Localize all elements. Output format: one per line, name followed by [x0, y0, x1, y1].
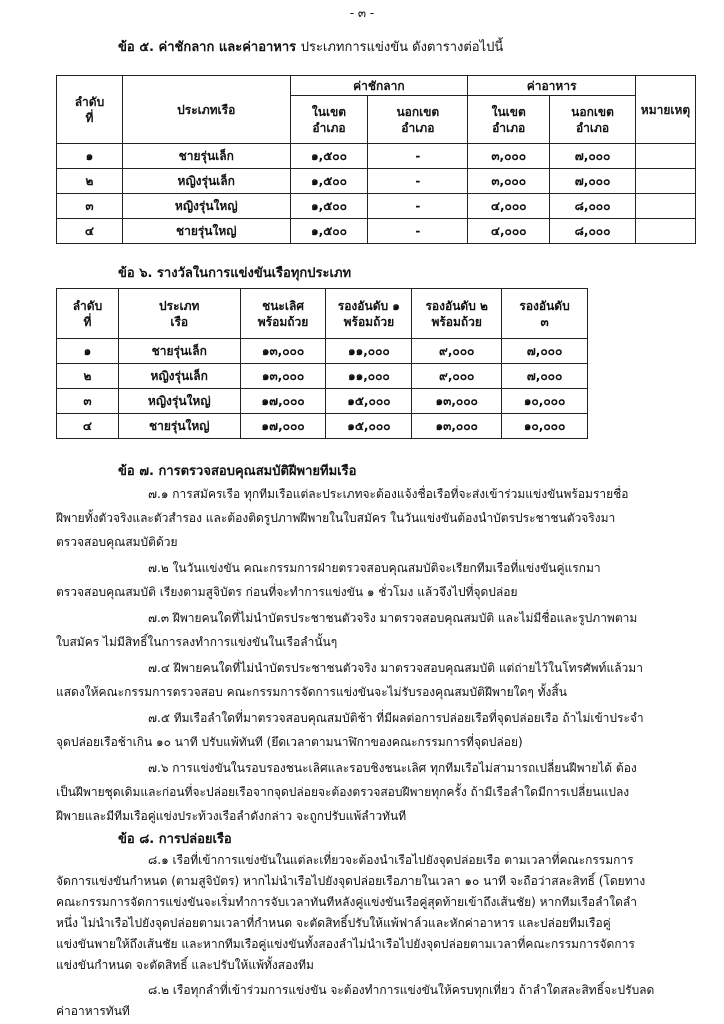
- table-header-row: [57, 76, 696, 96]
- paragraph-line: แข่งขันกำหนด จะตัดสิทธิ์ และปรับให้แพ้ทั้งสองทีม: [56, 958, 314, 972]
- section-7-heading: ข้อ ๗. การตรวจสอบคุณสมบัติฝีพายทีมเรือ: [118, 464, 357, 479]
- table-row: [57, 194, 696, 219]
- cell-tow-out: -: [368, 169, 468, 194]
- header-runner-1: รองอันดับ ๑ พร้อมถ้วย: [326, 289, 412, 339]
- cell-no: ๔: [57, 414, 119, 439]
- cell-type: ชายรุ่นใหญ่: [122, 219, 290, 244]
- header-towing: ค่าชักลาก: [290, 76, 468, 96]
- cell-no: ๑: [57, 339, 119, 364]
- section-5-subtitle: ประเภทการแข่งขัน ดังตารางต่อไปนี้: [300, 40, 504, 55]
- header-boat-type: ประเภทเรือ: [122, 76, 290, 144]
- cell-runner-2: ๙,๐๐๐: [412, 339, 502, 364]
- cell-remark: [635, 219, 695, 244]
- cell-runner-3: ๗,๐๐๐: [502, 364, 588, 389]
- paragraph-7-1: [56, 482, 696, 554]
- paragraph-line: ๘.๑ เรือที่เข้าการแข่งขันในแต่ละเที่ยวจะต้องนำเรือไปยังจุดปล่อยเรือ ตามเวลาที่คณะกรรมการ: [148, 853, 634, 867]
- cell-runner-2: ๑๓,๐๐๐: [412, 414, 502, 439]
- cell-runner-1: ๑๑,๐๐๐: [326, 364, 412, 389]
- header-food-in: ในเขต อำเภอ: [468, 96, 550, 144]
- paragraph-line: จัดการแข่งขันกำหนด (ตามสูจิบัตร) หากไม่นำเรือไปยังจุดปล่อยเรือภายในเวลา ๑๐ นาที จะถือว่าสละสิทธิ์ (โดยทาง: [56, 874, 646, 888]
- cell-type: ชายรุ่นเล็ก: [118, 339, 240, 364]
- paragraph-line: ๗.๑ การสมัครเรือ ทุกทีมเรือแต่ละประเภทจะต้องแจ้งชื่อเรือที่จะส่งเข้าร่วมแข่งขันพร้อมรายชื่อ: [148, 487, 629, 501]
- paragraph-line: ๗.๕ ทีมเรือลำใดที่มาตรวจสอบคุณสมบัติช้า ที่มีผลต่อการปล่อยเรือที่จุดปล่อยเรือ ถ้าไม่เข้าประจำ: [148, 711, 644, 725]
- header-food-out: นอกเขต อำเภอ: [550, 96, 636, 144]
- cell-runner-1: ๑๑,๐๐๐: [326, 339, 412, 364]
- header-runner-2: รองอันดับ ๒ พร้อมถ้วย: [412, 289, 502, 339]
- header-boat-type: ประเภท เรือ: [118, 289, 240, 339]
- cell-runner-3: ๑๐,๐๐๐: [502, 389, 588, 414]
- paragraph-line: ฝีพายและมีทีมเรือคู่แข่งประท้วงเรือลำดังกล่าว จะถูกปรับแพ้ลำวทันที: [56, 809, 407, 823]
- paragraph-line: แข่งขันพายให้ถึงเส้นชัย และหากทีมเรือคู่แข่งขันทั้งสองลำไม่นำเรือไปยังจุดปล่อยตามเวลาที่คณะกรรมการจัดการ: [56, 937, 635, 951]
- header-order: ลำดับ ที่: [57, 289, 119, 339]
- paragraph-line: ๗.๖ การแข่งขันในรอบรองชนะเลิศและรอบชิงชนะเลิศ ทุกทีมเรือไม่สามารถเปลี่ยนฝีพายได้ ต้อง: [148, 761, 637, 775]
- cell-winner: ๑๓,๐๐๐: [240, 364, 326, 389]
- paragraph-line: ๗.๔ ฝีพายคนใดที่ไม่นำบัตรประชาชนตัวจริง มาตรวจสอบคุณสมบัติ แต่ถ่ายไว้ในโทรศัพท์แล้วมา: [148, 661, 643, 675]
- paragraph-line: คณะกรรมการจัดการแข่งขันจะเริ่มทำการจับเวลาทันทีหลังคู่แข่งขันเรือคู่สุดท้ายเข้าถึงเส้นชัย) หากทีมเรือลำใดลำ: [56, 895, 637, 909]
- paragraph-line: ตรวจสอบคุณสมบัติ เรียงตามสูจิบัตร ก่อนที่จะทำการแข่งขัน ๑ ชั่วโมง แล้วจึงไปที่จุดปล่อย: [56, 585, 518, 599]
- cell-tow-in: ๑,๕๐๐: [290, 219, 368, 244]
- prize-table: [56, 288, 588, 439]
- cell-winner: ๑๓,๐๐๐: [240, 339, 326, 364]
- header-runner-3: รองอันดับ ๓: [502, 289, 588, 339]
- cell-type: หญิงรุ่นเล็ก: [118, 364, 240, 389]
- paragraph-line: ค่าอาหารทันที: [56, 1004, 130, 1018]
- cell-no: ๔: [57, 219, 123, 244]
- cell-runner-3: ๑๐,๐๐๐: [502, 414, 588, 439]
- paragraph-7-4: [56, 656, 696, 704]
- paragraph-line: ฝีพายทั้งตัวจริงและตัวสำรอง และต้องติดรูปภาพฝีพายในใบสมัคร ในวันแข่งขันต้องนำบัตรประชาชนตัวจริงมา: [56, 511, 616, 525]
- cell-tow-out: -: [368, 144, 468, 169]
- header-remark: หมายเหตุ: [635, 76, 695, 144]
- paragraph-7-6: [56, 756, 696, 828]
- table-row: [57, 389, 588, 414]
- paragraph-line: แสดงให้คณะกรรมการตรวจสอบ คณะกรรมการจัดการแข่งขันจะไม่รับรองคุณสมบัติฝีพายใดๆ ทั้งสิ้น: [56, 685, 567, 699]
- cell-food-in: ๓,๐๐๐: [468, 169, 550, 194]
- header-winner: ชนะเลิศ พร้อมถ้วย: [240, 289, 326, 339]
- cell-runner-1: ๑๕,๐๐๐: [326, 414, 412, 439]
- cell-food-in: ๔,๐๐๐: [468, 194, 550, 219]
- cell-no: ๒: [57, 169, 123, 194]
- cell-winner: ๑๗,๐๐๐: [240, 414, 326, 439]
- table-row: [57, 144, 696, 169]
- paragraph-8-2: [56, 980, 696, 1022]
- header-order: ลำดับ ที่: [57, 76, 123, 144]
- header-food: ค่าอาหาร: [468, 76, 636, 96]
- table-row: [57, 414, 588, 439]
- cell-tow-in: ๑,๕๐๐: [290, 169, 368, 194]
- header-tow-out: นอกเขต อำเภอ: [368, 96, 468, 144]
- table-row: [57, 169, 696, 194]
- cell-runner-2: ๑๓,๐๐๐: [412, 389, 502, 414]
- cell-food-out: ๘,๐๐๐: [550, 219, 636, 244]
- section-6-heading: ข้อ ๖. รางวัลในการแข่งขันเรือทุกประเภท: [118, 266, 352, 281]
- cell-no: ๓: [57, 389, 119, 414]
- paragraph-7-3: [56, 606, 696, 654]
- cell-food-out: ๘,๐๐๐: [550, 194, 636, 219]
- section-5-title: ข้อ ๕. ค่าชักลาก และค่าอาหาร: [118, 40, 297, 55]
- paragraph-line: ๗.๒ ในวันแข่งขัน คณะกรรมการฝ่ายตรวจสอบคุณสมบัติจะเรียกทีมเรือที่แข่งขันคู่แรกมา: [148, 561, 601, 575]
- towing-food-table: [56, 75, 696, 244]
- paragraph-line: ๗.๓ ฝีพายคนใดที่ไม่นำบัตรประชาชนตัวจริง มาตรวจสอบคุณสมบัติ และไม่มีชื่อและรูปภาพตาม: [148, 611, 638, 625]
- cell-food-out: ๗,๐๐๐: [550, 144, 636, 169]
- header-tow-in: ในเขต อำเภอ: [290, 96, 368, 144]
- cell-tow-in: ๑,๕๐๐: [290, 144, 368, 169]
- cell-tow-out: -: [368, 194, 468, 219]
- cell-tow-out: -: [368, 219, 468, 244]
- cell-no: ๑: [57, 144, 123, 169]
- cell-runner-3: ๗,๐๐๐: [502, 339, 588, 364]
- table-row: [57, 364, 588, 389]
- paragraph-7-2: [56, 556, 696, 604]
- paragraph-7-5: [56, 706, 696, 754]
- section-5-heading: [118, 36, 503, 57]
- cell-remark: [635, 169, 695, 194]
- paragraph-line: ใบสมัคร ไม่มีสิทธิ์ในการลงทำการแข่งขันในเรือลำนั้นๆ: [56, 635, 338, 649]
- paragraph-line: ตรวจสอบคุณสมบัติด้วย: [56, 535, 178, 549]
- table-row: [57, 219, 696, 244]
- cell-food-in: ๓,๐๐๐: [468, 144, 550, 169]
- cell-type: หญิงรุ่นใหญ่: [122, 194, 290, 219]
- cell-type: ชายรุ่นเล็ก: [122, 144, 290, 169]
- paragraph-line: ๘.๒ เรือทุกลำที่เข้าร่วมการแข่งขัน จะต้องทำการแข่งขันให้ครบทุกเที่ยว ถ้าลำใดสละสิทธิ์จะปรับลด: [148, 983, 655, 997]
- cell-remark: [635, 194, 695, 219]
- cell-type: ชายรุ่นใหญ่: [118, 414, 240, 439]
- cell-winner: ๑๗,๐๐๐: [240, 389, 326, 414]
- section-8-heading: ข้อ ๘. การปล่อยเรือ: [118, 832, 232, 847]
- paragraph-line: จุดปล่อยเรือช้าเกิน ๑๐ นาที ปรับแพ้ทันที (ยึดเวลาตามนาฬิกาของคณะกรรมการที่จุดปล่อย): [56, 735, 523, 749]
- paragraph-line: หนึ่ง ไม่นำเรือไปยังจุดปล่อยตามเวลาที่กำหนด จะตัดสิทธิ์ปรับให้แพ้ฟาล์วและหักค่าอาหาร และปล่อยทีมเรือคู่: [56, 916, 611, 930]
- cell-runner-2: ๙,๐๐๐: [412, 364, 502, 389]
- cell-tow-in: ๑,๕๐๐: [290, 194, 368, 219]
- cell-food-in: ๔,๐๐๐: [468, 219, 550, 244]
- cell-food-out: ๗,๐๐๐: [550, 169, 636, 194]
- cell-no: ๒: [57, 364, 119, 389]
- table-row: [57, 339, 588, 364]
- paragraph-8-1: [56, 850, 696, 976]
- cell-type: หญิงรุ่นเล็ก: [122, 169, 290, 194]
- cell-type: หญิงรุ่นใหญ่: [118, 389, 240, 414]
- table-header-row: [57, 289, 588, 339]
- cell-remark: [635, 144, 695, 169]
- cell-runner-1: ๑๕,๐๐๐: [326, 389, 412, 414]
- paragraph-line: เป็นฝีพายชุดเดิมและก่อนที่จะปล่อยเรือจากจุดปล่อยจะต้องตรวจสอบฝีพายทุกครั้ง ถ้ามีเรือลำใดมีการเปลี่ยนแปลง: [56, 785, 630, 799]
- cell-no: ๓: [57, 194, 123, 219]
- page-number: - ๓ -: [349, 6, 375, 20]
